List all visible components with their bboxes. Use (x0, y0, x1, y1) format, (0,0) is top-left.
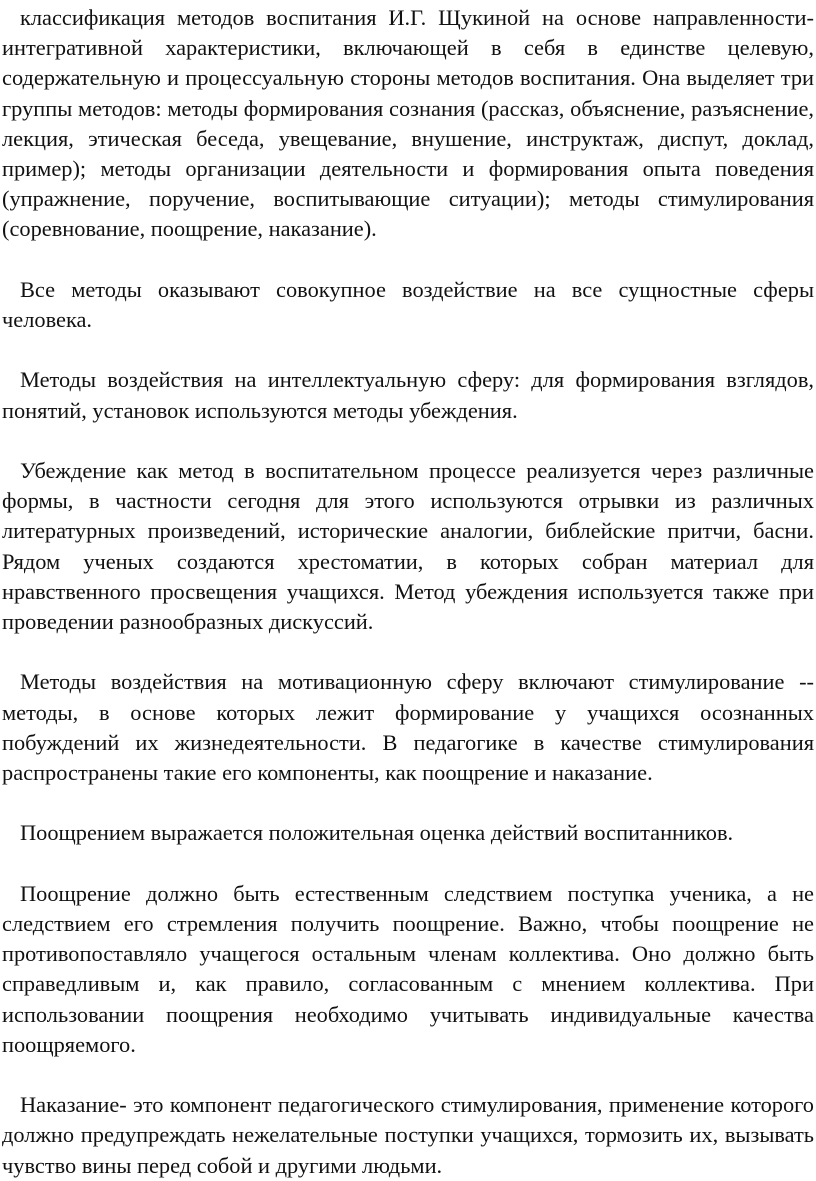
paragraph-all-methods: Все методы оказывают совокупное воздействие на все сущностные сферы человека. (2, 276, 814, 333)
paragraph-methods-classification: классификация методов воспитания И.Г. Щукиной на основе направленности- интегративной характеристики, включающей в себя в единстве целевую, содержательную и процессуальную стороны методов воспитания. Она выделяет три группы методов: методы формирования сознания (рассказ, объяснение, разъяснение, лекция, этическая беседа, увещевание, внушение, инструктаж, диспут, доклад, пример); методы организации деятельности и формирования опыта поведения (упражнение, поручение, воспитывающие ситуации); методы стимулирования (соревнование, поощрение, наказание). (2, 5, 814, 242)
paragraph-motivational-sphere: Методы воздействия на мотивационную сферу включают стимулирование -- методы, в основе которых лежит формирование у учащихся осознанных побуждений их жизнедеятельности. В педагогике в качестве стимулирования распространены такие его компоненты, как поощрение и наказание. (2, 669, 814, 786)
paragraph-punishment: Наказание- это компонент педагогического стимулирования, применение которого должно предупреждать нежелательные поступки учащихся, тормозить их, вызывать чувство вины перед собой и другими людьми. (2, 1092, 814, 1178)
paragraph-encouragement-definition: Поощрением выражается положительная оценка действий воспитанников. (20, 820, 734, 846)
paragraph-encouragement-rules: Поощрение должно быть естественным следствием поступка ученика, а не следствием его стремления получить поощрение. Важно, чтобы поощрение не противопоставляло учащегося остальным членам коллектива. Оно должно быть справедливым и, как правило, согласованным с мнением коллектива. При использовании поощрения необходимо учитывать индивидуальные качества поощряемого. (2, 880, 814, 1057)
paragraph-intellectual-sphere: Методы воздействия на интеллектуальную сферу: для формирования взглядов, понятий, установок используются методы убеждения. (2, 367, 814, 423)
paragraph-persuasion: Убеждение как метод в воспитательном процессе реализуется через различные формы, в частности сегодня для этого используются отрывки из различных литературных произведений, исторические аналогии, библейские притчи, басни. Рядом ученых создаются хрестоматии, в которых собран материал для нравственного просвещения учащихся. Метод убеждения используется также при проведении разнообразных дискуссий. (2, 458, 814, 635)
